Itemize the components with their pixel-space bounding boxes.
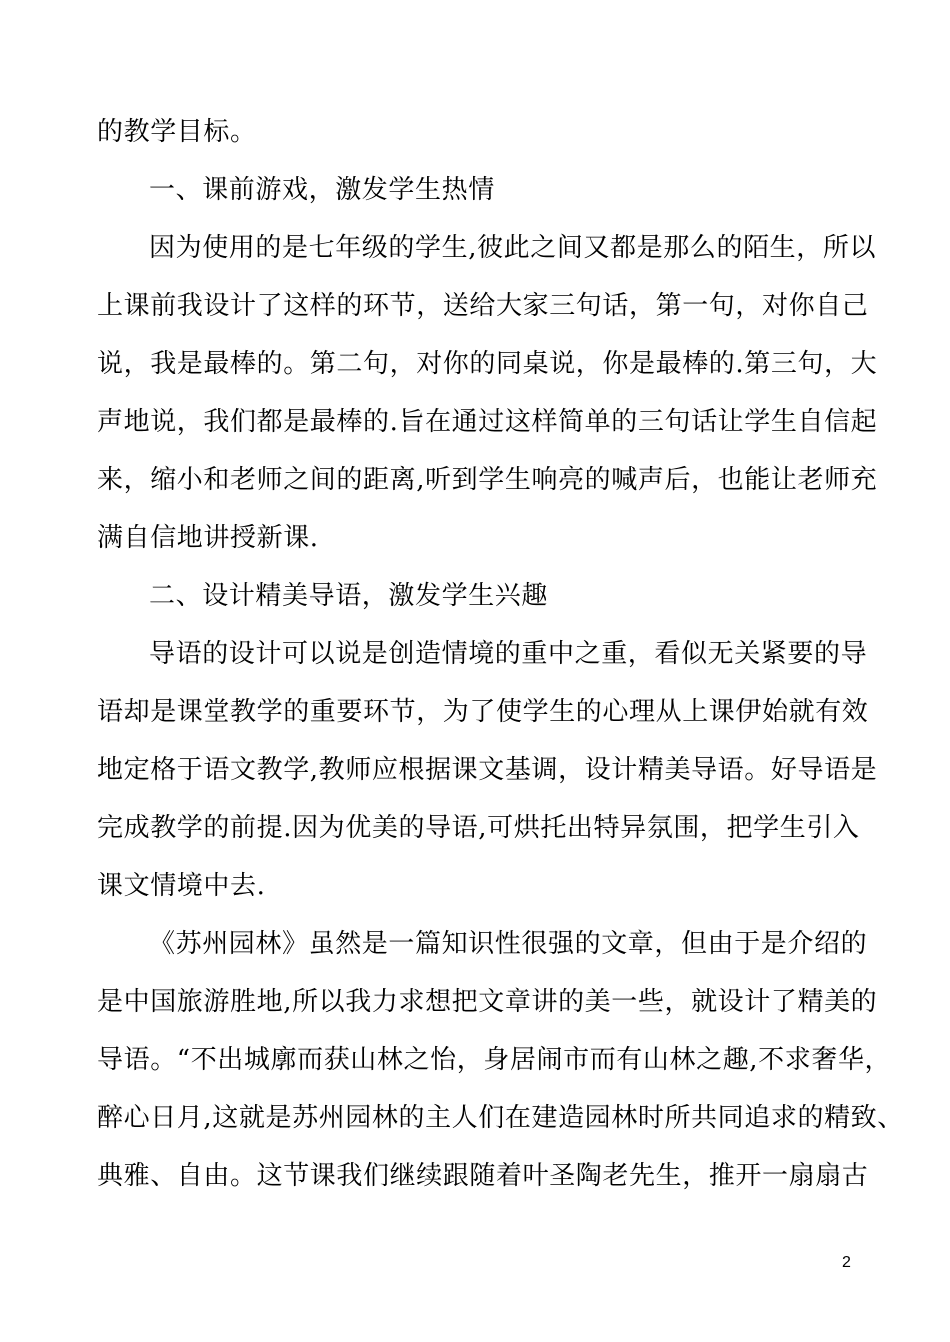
text-line: 醉心日月,这就是苏州园林的主人们在建造园林时所共同追求的精致、 xyxy=(97,1103,904,1133)
text-line: 说，我是最棒的。第二句，对你的同桌说，你是最棒的.第三句，大 xyxy=(97,349,878,379)
text-line: 地定格于语文教学,教师应根据课文基调，设计精美导语。好导语是 xyxy=(97,755,878,785)
text-line: 课文情境中去. xyxy=(97,871,266,901)
text-line: 导语的设计可以说是创造情境的重中之重，看似无关紧要的导 xyxy=(149,639,868,669)
text-line: 来，缩小和老师之间的距离,听到学生响亮的喊声后，也能让老师充 xyxy=(97,465,878,495)
text-line: 的教学目标。 xyxy=(97,117,257,147)
section-heading: 一、课前游戏，激发学生热情 xyxy=(149,175,495,205)
text-line: 因为使用的是七年级的学生,彼此之间又都是那么的陌生，所以 xyxy=(149,233,877,263)
text-line: 满自信地讲授新课. xyxy=(97,523,319,553)
text-line: 语却是课堂教学的重要环节，为了使学生的心理从上课伊始就有效 xyxy=(97,697,869,727)
text-line: 完成教学的前提.因为优美的导语,可烘托出特异氛围，把学生引入 xyxy=(97,813,860,843)
section-heading: 二、设计精美导语，激发学生兴趣 xyxy=(149,581,549,611)
text-line: 上课前我设计了这样的环节，送给大家三句话，第一句，对你自己 xyxy=(97,291,869,321)
text-line: 《苏州园林》虽然是一篇知识性很强的文章，但由于是介绍的 xyxy=(149,929,868,959)
text-line: 声地说，我们都是最棒的.旨在通过这样简单的三句话让学生自信起 xyxy=(97,407,878,437)
text-line: 导语。“不出城廓而获山林之怡，身居闹市而有山林之趣,不求奢华， xyxy=(97,1045,892,1075)
text-line: 典雅、自由。这节课我们继续跟随着叶圣陶老先生，推开一扇扇古 xyxy=(97,1161,869,1191)
text-line: 是中国旅游胜地,所以我力求想把文章讲的美一些，就设计了精美的 xyxy=(97,987,878,1017)
page-number: 2 xyxy=(842,1254,851,1271)
